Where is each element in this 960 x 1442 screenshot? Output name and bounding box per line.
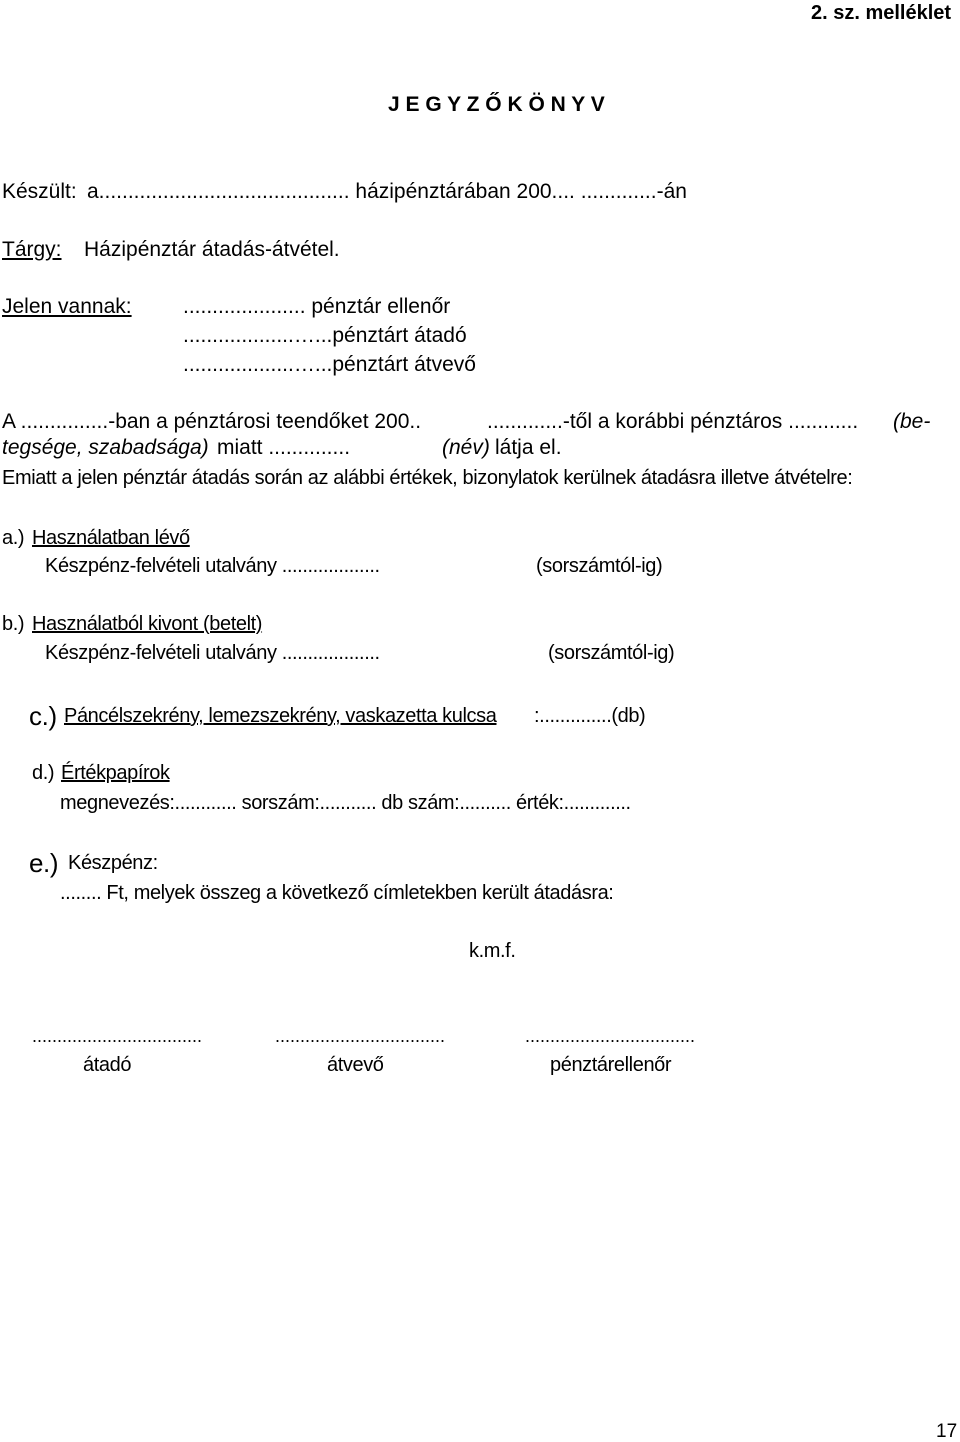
item-e-prefix [29,850,58,876]
paragraph-line2-d: látja el. [495,436,562,459]
item-b-title: Használatból kivont (betelt) [32,613,263,635]
item-b-prefix: b.) [2,613,25,635]
item-c-prefix-paren: ) [48,701,57,731]
item-e-title: Készpénz: [68,852,158,874]
kmf-text: k.m.f. [469,940,516,962]
item-a-title: Használatban lévő [32,527,190,549]
paragraph-line1-b: .............-től a korábbi pénztáros ............ [487,410,859,433]
jelen-line-atado: ...................…...pénztárt átadó [183,324,467,347]
item-a-prefix: a.) [2,527,25,549]
item-c-prefix [29,703,57,729]
targy-text: Házipénztár átadás-átvétel. [84,238,340,261]
jelen-line-atvevo: ...................…...pénztárt átvevő [183,353,476,376]
item-d-prefix: d.) [32,762,55,784]
signature-label-atado: átadó [83,1054,132,1076]
item-d-title: Értékpapírok [61,762,170,784]
jelen-label: Jelen vannak: [2,295,132,318]
signature-label-atvevo: átvevő [327,1054,384,1076]
signature-label-penztarellenor: pénztárellenőr [550,1054,672,1076]
paragraph-line2-a: tegsége, szabadsága) [2,436,209,459]
item-d-line: megnevezés:............ sorszám:........... db szám:.......... érték:............. [60,792,631,814]
document-title: J E G Y Z Ő K Ö N Y V [388,93,605,116]
keszult-label: Készült: [2,180,77,203]
item-e-prefix-paren: ) [49,848,59,878]
item-c-title: Páncélszekrény, lemezszekrény, vaskazetta kulcsa [64,705,497,727]
keszult-text: a........................................... házipénztárában 200.... .............-án [87,180,687,203]
item-e-line: ........ Ft, melyek összeg a következő címletekben került átadásra: [60,882,614,904]
jelen-line-ellenor: ..................... pénztár ellenőr [183,295,451,318]
attachment-label: 2. sz. melléklet [811,2,952,24]
signature-dots-penztarellenor: .................................. [525,1026,696,1046]
paragraph-line2-c: (név) [442,436,490,459]
page-number: 17 [936,1421,958,1442]
paragraph-line1-a: A ...............-ban a pénztárosi teendőket 200.. [2,410,422,433]
signature-dots-atvevo: .................................. [275,1026,446,1046]
item-a-range: (sorszámtól-ig) [536,555,663,577]
signature-dots-atado: .................................. [32,1026,203,1046]
item-b-line: Készpénz-felvételi utalvány ................... [45,642,380,664]
item-c-suffix: :..............(db) [534,705,646,727]
item-a-line: Készpénz-felvételi utalvány ................... [45,555,380,577]
paragraph-line2-b: miatt .............. [217,436,351,459]
item-b-range: (sorszámtól-ig) [548,642,675,664]
item-e-prefix-letter: e. [29,848,50,878]
paragraph-line1-c: (be- [893,410,931,433]
targy-label: Tárgy: [2,238,62,261]
item-c-prefix-letter: c. [29,701,49,731]
paragraph-line3: Emiatt a jelen pénztár átadás során az alábbi értékek, bizonylatok kerülnek átadásra illetve átvételre: [2,467,853,489]
